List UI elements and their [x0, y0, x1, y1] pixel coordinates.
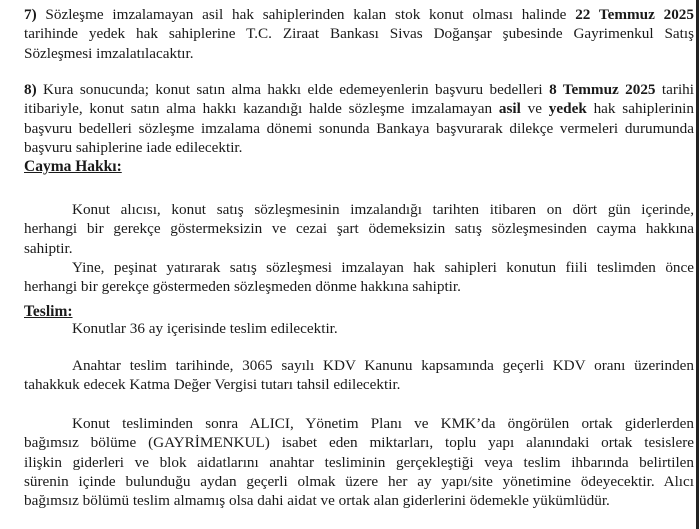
clause-8-line-3: başvuru bedelleri sözleşme imzalama dönemi sonunda Bankaya başvurarak dilekçe vermeleri durumunda: [24, 119, 694, 137]
cayma-paragraph-2: Yine, peşinat yatırarak satış sözleşmesi imzalayan hak sahipleri konutun fiili teslimden önce herhangi bir gerekçe göstermeden sözleşmeden dönme hakkına sahiptir.: [24, 259, 694, 296]
clause-8-line-4: başvuru sahiplerine iade edilecektir.: [24, 138, 243, 156]
deadline-date: 22 Temmuz 2025: [575, 6, 694, 23]
clause-number: 7): [24, 6, 37, 23]
clause-8: [24, 80, 694, 157]
clause-7-line-3: Sözleşmesi imzalatılacaktır.: [24, 44, 194, 62]
page-border-right: [696, 0, 699, 529]
section-heading-cayma-hakki: Cayma Hakkı:: [24, 158, 122, 175]
section-heading-teslim: Teslim:: [24, 303, 73, 320]
teslim-paragraph-2: Anahtar teslim tarihinde, 3065 sayılı KDV Kanunu kapsamında geçerli KDV oranı üzerinden tahakkuk edecek Katma Değer Vergisi tutarı tahsil edilecektir.: [24, 357, 694, 394]
clause-8-line-1: 8) Kura sonucunda; konut satın alma hakkı elde edemeyenlerin başvuru bedelleri 8 Temmuz 2025 tarihi: [24, 81, 694, 98]
cayma-paragraph-1: Konut alıcısı, konut satış sözleşmesinin imzalandığı tarihten itibaren on dört gün içerinde, herhangi bir gerekçe göstermeksizin ve cezai şart ödemeksizin satış sözleşmesinden cayma hakkına sahiptir.: [24, 201, 694, 257]
teslim-paragraph-3: Konut tesliminden sonra ALICI, Yönetim Planı ve KMK’da öngörülen ortak giderlerden bağımsız bölüme (GAYRİMENKUL) isabet eden miktarları, toplu yapı alanındaki ortak tesislere ilişkin giderleri ve blok aidatlarını anahtar tesliminin gerçekleştiği veya teslim ihbarında belirtilen sürenin içinde bulunduğu aydan geçerli olmak üzere her ay yapı/site yönetimine ödeyecektir. Alıcı bağımsız bölümü teslim almamış olsa dahi aidat ve ortak alan giderlerini ödemekle yükümlüdür.: [24, 415, 694, 510]
clause-7: [24, 5, 694, 63]
clause-7-line-2: tarihinde yedek hak sahiplerine T.C. Ziraat Bankası Sivas Doğanşar şubesinde Gayrimenkul Satış: [24, 25, 694, 43]
clause-8-line-2: itibariyle, konut satın alma hakkı kazandığı halde sözleşme imzalamayan asil ve yedek hak sahiplerinin: [24, 100, 694, 118]
teslim-paragraph-1: Konutlar 36 ay içerisinde teslim edilecektir.: [72, 320, 338, 337]
refund-date: 8 Temmuz 2025: [549, 81, 656, 98]
clause-number: 8): [24, 81, 37, 98]
clause-7-line-1: 7) Sözleşme imzalamayan asil hak sahiplerinden kalan stok konut olması halinde 22 Temmuz 2025: [24, 6, 694, 23]
